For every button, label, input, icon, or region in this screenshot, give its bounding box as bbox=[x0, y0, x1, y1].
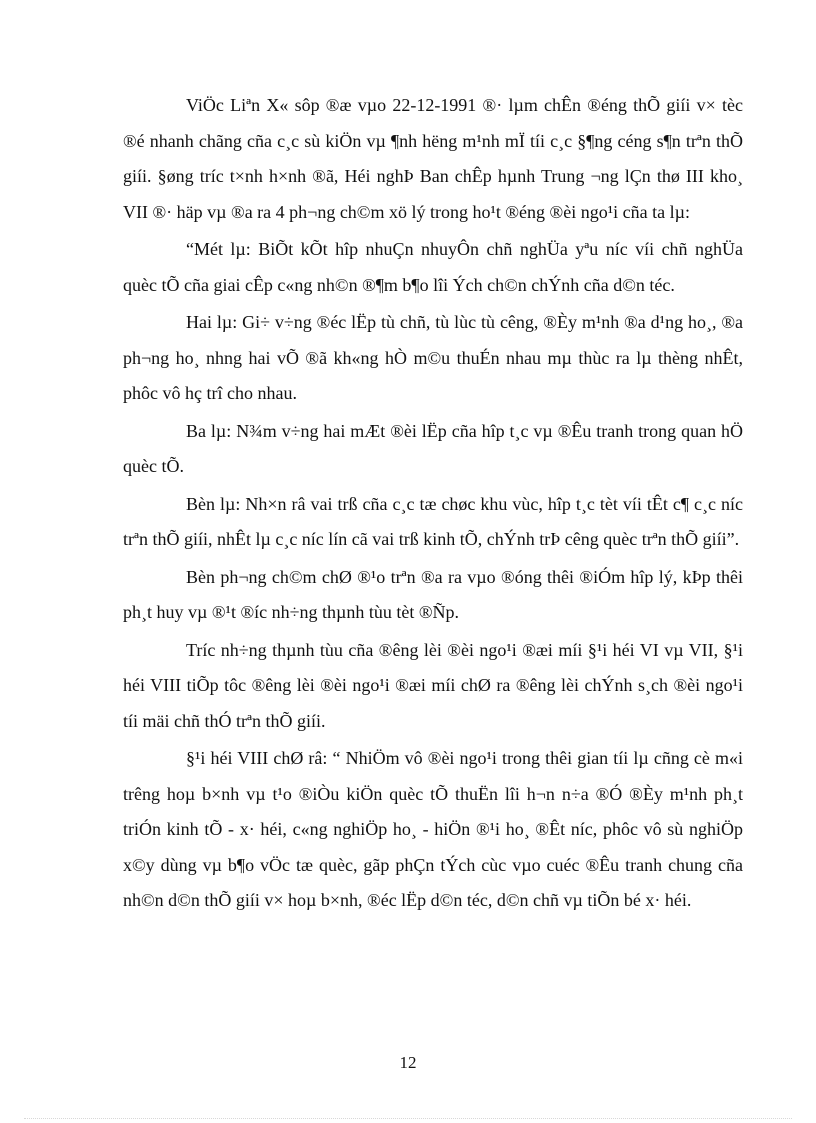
page-number: 12 bbox=[399, 1053, 417, 1072]
paragraph-point-one: “Mét lµ: BiÕt kÕt hîp nhuÇn nhuyÔn chñ nghÜa yªu níc víi chñ nghÜa quèc tÕ cña giai cÊp c«ng nh©n ®¶m b¶o lîi Ých ch©n chÝnh cña d©n téc. bbox=[123, 239, 743, 295]
paragraph-point-four: Bèn lµ: Nh×n râ vai trß cña c¸c tæ chøc khu vùc, hîp t¸c tèt víi tÊt c¶ c¸c níc trªn thÕ giíi, nhÊt lµ c¸c níc lín cã vai trß kinh tÕ, chÝnh trÞ cêng quèc trªn thÕ giíi”. bbox=[123, 493, 743, 549]
page-bottom-divider bbox=[24, 1118, 792, 1119]
paragraph-point-three: Ba lµ: N¾m v÷ng hai mÆt ®èi lËp cña hîp t¸c vµ ®Êu tranh trong quan hÖ quèc tÕ. bbox=[123, 420, 743, 476]
paragraph-point-two: Hai lµ: Gi÷ v÷ng ®éc lËp tù chñ, tù lùc tù cêng, ®Èy m¹nh ®a d¹ng ho¸, ®a ph¬ng ho¸ nhng hai vÕ ®ã kh«ng hÒ m©u thuÉn nhau mµ thùc ra lµ thèng nhÊt, phôc vô hç trî cho nhau. bbox=[123, 312, 743, 403]
document-body bbox=[123, 88, 743, 919]
paragraph-soviet-collapse: ViÖc Liªn X« sôp ®æ vµo 22-12-1991 ®· lµm chÊn ®éng thÕ giíi v× tèc ®é nhanh chãng cña c¸c sù kiÖn vµ ¶nh hëng m¹nh mÏ tíi c¸c §¶ng céng s¶n trªn thÕ giíi. §øng tríc t×nh h×nh ®ã, Héi nghÞ Ban chÊp hµnh Trung ¬ng lÇn thø III kho¸ VII ®· häp vµ ®a ra 4 ph¬ng ch©m xö lý trong ho¹t ®éng ®èi ngo¹i cña ta lµ: bbox=[123, 95, 743, 222]
paragraph-congress-viii: §¹i héi VIII chØ râ: “ NhiÖm vô ®èi ngo¹i trong thêi gian tíi lµ cñng cè m«i trêng hoµ b×nh vµ t¹o ®iÒu kiÖn quèc tÕ thuËn lîi h¬n n÷a ®Ó ®Èy m¹nh ph¸t triÓn kinh tÕ - x· héi, c«ng nghiÖp ho¸ - hiÖn ®¹i ho¸ ®Êt níc, phôc vô sù nghiÖp x©y dùng vµ b¶o vÖc tæ quèc, gãp phÇn tÝch cùc vµo cuéc ®Êu tranh chung cña nh©n d©n thÕ giíi v× hoµ b×nh, ®éc lËp d©n téc, d©n chñ vµ tiÕn bé x· héi. bbox=[123, 748, 743, 910]
paragraph-four-principles: Bèn ph¬ng ch©m chØ ®¹o trªn ®a ra vµo ®óng thêi ®iÓm hîp lý, kÞp thêi ph¸t huy vµ ®¹t ®íc nh÷ng thµnh tùu tèt ®Ñp. bbox=[123, 566, 743, 622]
paragraph-congress-vi-vii: Tríc nh÷ng thµnh tùu cña ®êng lèi ®èi ngo¹i ®æi míi §¹i héi VI vµ VII, §¹i héi VIII tiÕp tôc ®êng lèi ®èi ngo¹i ®æi míi chØ ra ®êng lèi chÝnh s¸ch ®èi ngo¹i tíi mäi chñ thÓ trªn thÕ giíi. bbox=[123, 639, 743, 731]
